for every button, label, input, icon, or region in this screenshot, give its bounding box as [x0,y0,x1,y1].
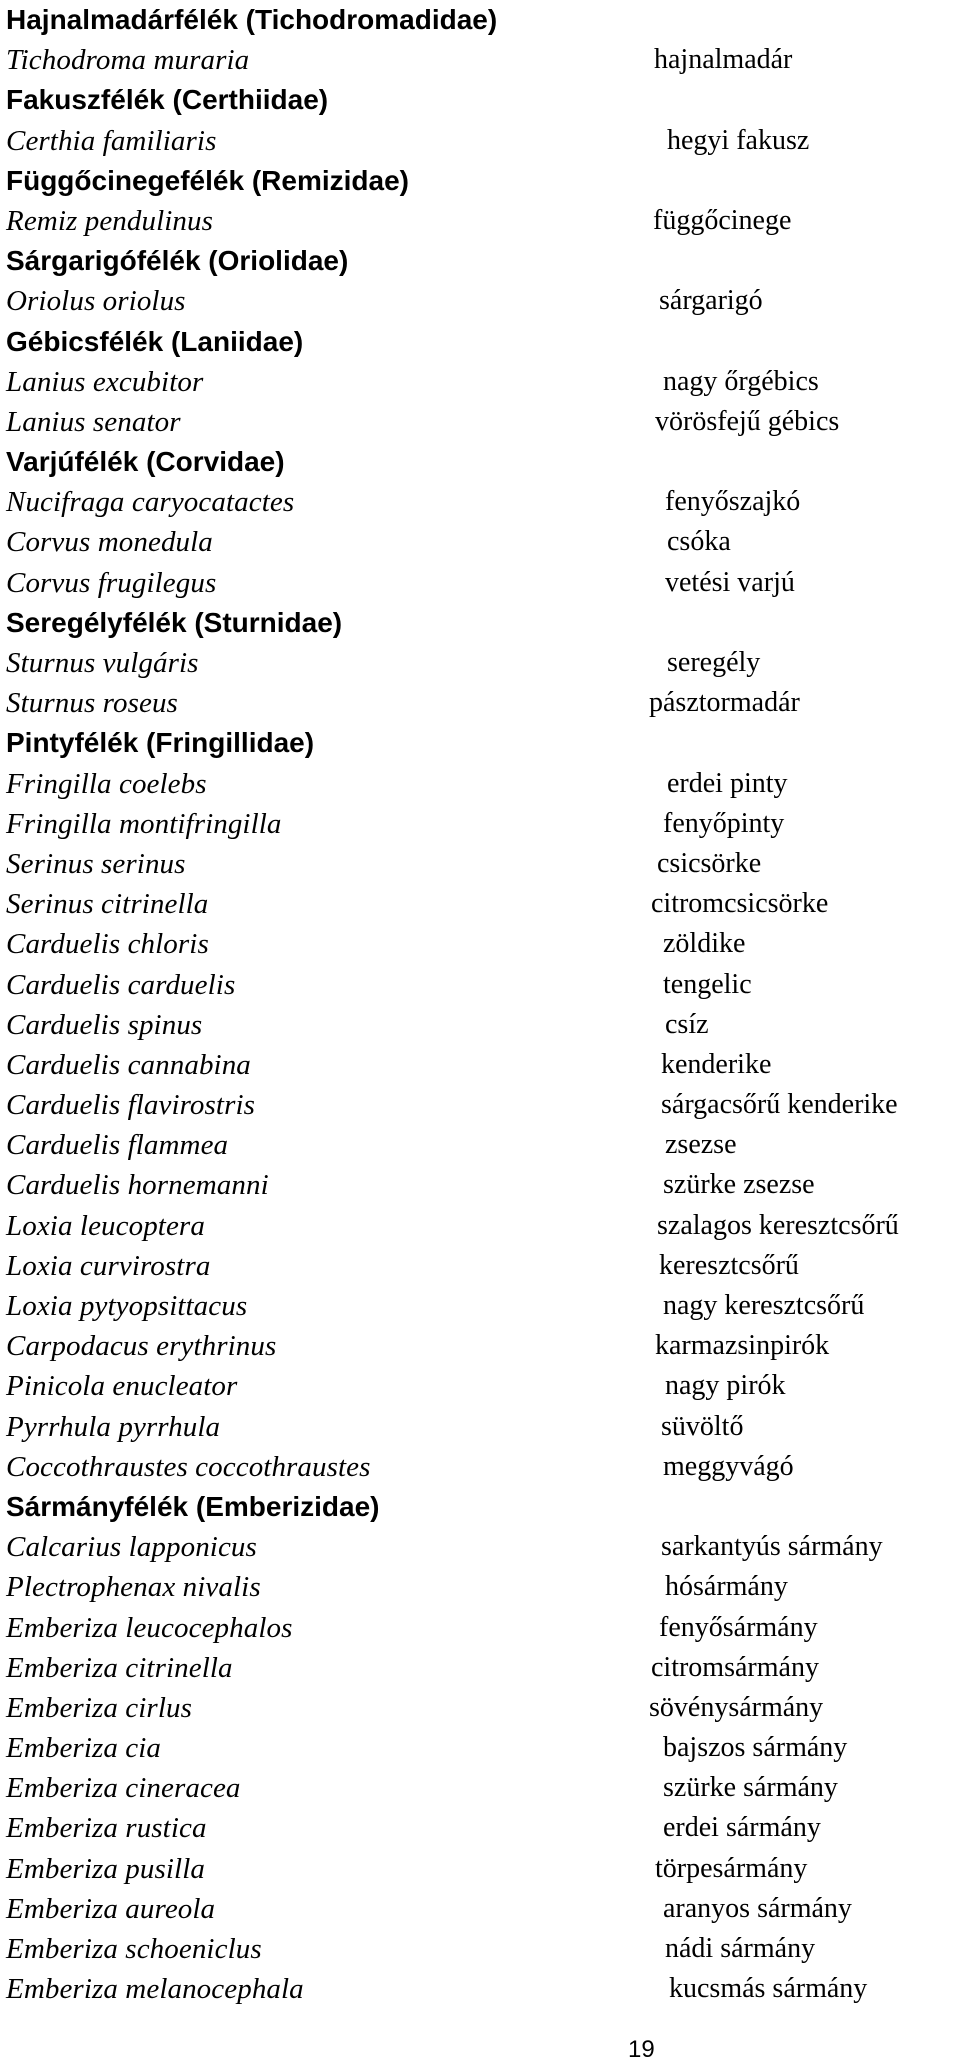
species-row [6,1567,960,1607]
species-row [6,1608,960,1648]
hungarian-name: törpesármány [655,1852,808,1884]
latin-name: Oriolus oriolus [6,285,186,318]
species-row [6,1206,960,1246]
hungarian-name: erdei sármány [663,1812,821,1844]
latin-name: Corvus monedula [6,526,213,559]
family-name: Fakuszfélék (Certhiidae) [6,84,329,116]
hungarian-name: fenyőszajkó [665,486,801,518]
family-name: Függőcinegefélék (Remizidae) [6,164,409,196]
hungarian-name: nagy keresztcsőrű [663,1290,865,1321]
species-row [6,121,960,161]
family-heading [6,322,960,362]
species-row [6,1125,960,1165]
hungarian-name: hegyi fakusz [667,124,810,156]
hungarian-name: függőcinege [653,204,792,236]
latin-name: Loxia pytyopsittacus [6,1290,248,1322]
family-heading [6,0,960,40]
species-row [6,1929,960,1969]
species-row [6,1447,960,1487]
latin-name: Carduelis flavirostris [6,1089,255,1122]
family-heading [6,1487,960,1527]
family-name: Pintyfélék (Fringillidae) [6,727,315,759]
species-row [6,1768,960,1808]
latin-name: Lanius excubitor [6,365,204,398]
latin-name: Coccothraustes coccothraustes [6,1450,371,1483]
page-number: 19 [628,2036,655,2063]
species-row [6,281,960,321]
hungarian-name: szürke zsezse [663,1169,815,1201]
hungarian-name: kucsmás sármány [669,1973,868,2005]
family-heading [6,723,960,763]
hungarian-name: aranyos sármány [663,1892,852,1924]
hungarian-name: vörösfejű gébics [655,405,840,437]
hungarian-name: süvöltő [661,1410,744,1442]
species-row [6,844,960,884]
latin-name: Serinus citrinella [6,888,209,921]
hungarian-name: nagy őrgébics [663,365,819,397]
family-name: Varjúfélék (Corvidae) [6,446,285,478]
latin-name: Pyrrhula pyrrhula [6,1410,221,1443]
latin-name: Emberiza rustica [6,1812,207,1845]
hungarian-name: csíz [665,1008,709,1040]
species-row [6,1728,960,1768]
species-row [6,563,960,603]
species-row [6,1849,960,1889]
hungarian-name: csóka [667,526,731,558]
species-row [6,1246,960,1286]
family-heading [6,603,960,643]
hungarian-name: zöldike [663,928,746,960]
latin-name: Emberiza aureola [6,1892,216,1925]
species-list [6,0,960,2009]
latin-name: Calcarius lapponicus [6,1531,257,1564]
hungarian-name: fenyőpinty [663,807,785,839]
species-row [6,362,960,402]
latin-name: Carduelis hornemanni [6,1169,269,1202]
latin-name: Sturnus vulgáris [6,647,199,679]
latin-name: Sturnus roseus [6,687,178,720]
species-row [6,764,960,804]
hungarian-name: kenderike [661,1048,772,1080]
hungarian-name: citromsármány [651,1651,819,1683]
species-row [6,965,960,1005]
latin-name: Fringilla montifringilla [6,807,282,840]
hungarian-name: sárgacsőrű kenderike [661,1089,898,1121]
species-row [6,1165,960,1205]
species-row [6,1286,960,1326]
family-heading [6,241,960,281]
hungarian-name: citromcsicsörke [651,888,829,920]
latin-name: Plectrophenax nivalis [6,1571,261,1604]
species-row [6,1045,960,1085]
species-row [6,1366,960,1406]
hungarian-name: szalagos keresztcsőrű [657,1209,899,1241]
latin-name: Remiz pendulinus [6,204,213,237]
hungarian-name: szürke sármány [663,1772,838,1804]
latin-name: Loxia curvirostra [6,1249,211,1282]
species-row [6,1969,960,2009]
hungarian-name: sárgarigó [659,285,763,317]
hungarian-name: csicsörke [657,847,762,879]
latin-name: Emberiza cineracea [6,1772,241,1805]
species-row [6,1085,960,1125]
hungarian-name: bajszos sármány [663,1732,848,1764]
latin-name: Emberiza pusilla [6,1852,205,1885]
latin-name: Certhia familiaris [6,124,217,157]
latin-name: Carduelis cannabina [6,1048,251,1081]
species-row [6,40,960,80]
latin-name: Emberiza cirlus [6,1691,192,1724]
latin-name: Emberiza schoeniclus [6,1933,262,1965]
family-name: Gébicsfélék (Laniidae) [6,325,304,357]
latin-name: Carduelis spinus [6,1008,203,1041]
latin-name: Emberiza cia [6,1732,162,1765]
family-name: Sárgarigófélék (Oriolidae) [6,245,349,277]
family-name: Seregélyfélék (Sturnidae) [6,606,343,638]
family-heading [6,80,960,120]
species-row [6,1648,960,1688]
species-row [6,1407,960,1447]
hungarian-name: keresztcsőrű [659,1249,799,1281]
hungarian-name: hajnalmadár [654,44,793,76]
latin-name: Emberiza leucocephalos [6,1611,293,1644]
species-row [6,1889,960,1929]
species-row [6,522,960,562]
hungarian-name: vetési varjú [665,566,795,598]
species-row [6,1005,960,1045]
latin-name: Carpodacus erythrinus [6,1330,277,1363]
family-name: Hajnalmadárfélék (Tichodromadidae) [6,4,498,35]
latin-name: Nucifraga caryocatactes [6,486,295,519]
latin-name: Tichodroma muraria [6,44,250,77]
latin-name: Carduelis chloris [6,928,209,961]
species-row [6,924,960,964]
hungarian-name: fenyősármány [659,1611,818,1643]
hungarian-name: zsezse [665,1129,737,1161]
hungarian-name: sövénysármány [649,1691,824,1723]
latin-name: Serinus serinus [6,847,186,880]
latin-name: Carduelis flammea [6,1129,229,1162]
latin-name: Loxia leucoptera [6,1209,205,1242]
hungarian-name: pásztormadár [649,687,800,719]
latin-name: Emberiza melanocephala [6,1973,304,2006]
hungarian-name: karmazsinpirók [655,1330,830,1362]
hungarian-name: nádi sármány [665,1933,816,1964]
hungarian-name: seregély [667,647,761,678]
species-row [6,1808,960,1848]
hungarian-name: meggyvágó [663,1450,794,1482]
species-row [6,201,960,241]
species-row [6,683,960,723]
species-row [6,482,960,522]
latin-name: Carduelis carduelis [6,968,236,1001]
species-row [6,1527,960,1567]
latin-name: Pinicola enucleator [6,1370,238,1403]
family-heading [6,161,960,201]
species-row [6,643,960,683]
species-row [6,1688,960,1728]
species-row [6,884,960,924]
latin-name: Corvus frugilegus [6,566,217,599]
species-row [6,804,960,844]
hungarian-name: erdei pinty [667,767,788,799]
species-row [6,1326,960,1366]
hungarian-name: sarkantyús sármány [661,1531,883,1563]
species-row [6,402,960,442]
hungarian-name: hósármány [665,1571,788,1603]
latin-name: Fringilla coelebs [6,767,207,800]
latin-name: Emberiza citrinella [6,1651,233,1684]
latin-name: Lanius senator [6,405,181,438]
family-heading [6,442,960,482]
family-name: Sármányfélék (Emberizidae) [6,1490,380,1522]
hungarian-name: tengelic [663,968,752,1000]
hungarian-name: nagy pirók [665,1370,786,1402]
